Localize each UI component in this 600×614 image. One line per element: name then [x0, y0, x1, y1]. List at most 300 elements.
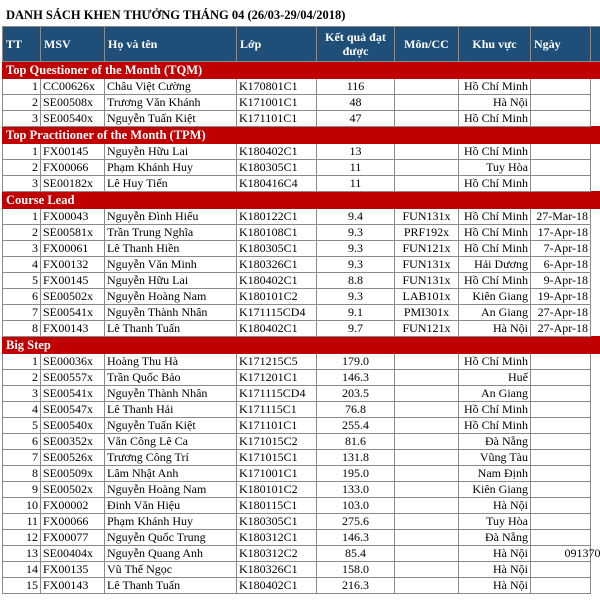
cell-course[interactable] [395, 514, 459, 530]
cell-date[interactable]: 27-Mar-18 [531, 209, 591, 225]
cell-tt[interactable]: 13 [3, 546, 41, 562]
cell-name[interactable]: Nguyễn Đình Hiếu [105, 209, 237, 225]
cell-class[interactable]: K170801C1 [237, 79, 317, 95]
header-spacer [591, 27, 600, 62]
cell-class[interactable]: K171001C1 [237, 466, 317, 482]
cell-region[interactable]: Kiên Giang [459, 482, 531, 498]
table-row [3, 434, 600, 450]
cell-result[interactable]: 216.3 [317, 578, 395, 594]
cell-msv[interactable]: FX00002 [41, 498, 105, 514]
cell-overflow [591, 95, 600, 111]
cell-class[interactable]: K171015C2 [237, 434, 317, 450]
table-row [3, 354, 600, 370]
cell-region[interactable]: Hồ Chí Minh [459, 273, 531, 289]
table-body [3, 62, 600, 594]
cell-name[interactable]: Nguyễn Quốc Trung [105, 530, 237, 546]
cell-tt[interactable]: 8 [3, 321, 41, 337]
cell-msv[interactable]: FX00143 [41, 578, 105, 594]
cell-result[interactable]: 179.0 [317, 354, 395, 370]
cell-class[interactable]: K171115CD4 [237, 386, 317, 402]
cell-class[interactable]: K171101C1 [237, 418, 317, 434]
cell-class[interactable]: K180312C2 [237, 546, 317, 562]
table-row [3, 176, 600, 192]
cell-date[interactable] [531, 144, 591, 160]
cell-msv[interactable]: SE00182x [41, 176, 105, 192]
cell-course[interactable] [395, 482, 459, 498]
table-row [3, 209, 600, 225]
cell-class[interactable]: K171001C1 [237, 95, 317, 111]
table-row [3, 418, 600, 434]
cell-course[interactable]: FUN131x [395, 209, 459, 225]
cell-result[interactable]: 76.8 [317, 402, 395, 418]
cell-name[interactable]: Đinh Văn Hiệu [105, 498, 237, 514]
cell-course[interactable] [395, 79, 459, 95]
table-row [3, 225, 600, 241]
section-title[interactable]: Top Practitioner of the Month (TPM) [3, 127, 600, 144]
table-row [3, 305, 600, 321]
cell-name[interactable]: Vũ Thế Ngọc [105, 562, 237, 578]
section-title[interactable]: Top Questioner of the Month (TQM) [3, 62, 600, 79]
cell-tt[interactable]: 15 [3, 578, 41, 594]
cell-overflow [591, 434, 600, 450]
cell-name[interactable]: Nguyễn Hoàng Nam [105, 482, 237, 498]
cell-name[interactable]: Văn Công Lê Ca [105, 434, 237, 450]
cell-result[interactable]: 146.3 [317, 370, 395, 386]
cell-class[interactable]: K180305C1 [237, 160, 317, 176]
cell-tt[interactable]: 6 [3, 289, 41, 305]
cell-region[interactable]: Nam Định [459, 466, 531, 482]
cell-overflow [591, 79, 600, 95]
cell-result[interactable]: 133.0 [317, 482, 395, 498]
cell-region[interactable]: Hồ Chí Minh [459, 354, 531, 370]
cell-tt[interactable]: 3 [3, 241, 41, 257]
cell-course[interactable] [395, 562, 459, 578]
cell-date[interactable] [531, 498, 591, 514]
cell-tt[interactable]: 2 [3, 370, 41, 386]
cell-msv[interactable]: SE00541x [41, 386, 105, 402]
cell-course[interactable] [395, 176, 459, 192]
cell-name[interactable]: Nguyễn Tuấn Kiệt [105, 111, 237, 127]
cell-msv[interactable]: FX00145 [41, 273, 105, 289]
table-row [3, 160, 600, 176]
cell-msv[interactable]: SE00526x [41, 450, 105, 466]
cell-course[interactable] [395, 578, 459, 594]
cell-result[interactable]: 48 [317, 95, 395, 111]
cell-msv[interactable]: FX00145 [41, 144, 105, 160]
cell-tt[interactable]: 4 [3, 257, 41, 273]
cell-region[interactable]: Hồ Chí Minh [459, 241, 531, 257]
header-result[interactable]: Kết quả đạt được [317, 27, 395, 62]
cell-region[interactable]: An Giang [459, 305, 531, 321]
cell-date[interactable] [531, 386, 591, 402]
cell-region[interactable]: Kiên Giang [459, 289, 531, 305]
cell-msv[interactable]: SE00540x [41, 418, 105, 434]
cell-region[interactable]: Hà Nội [459, 546, 531, 562]
cell-class[interactable]: K180402C1 [237, 273, 317, 289]
header-course[interactable]: Môn/CC [395, 27, 459, 62]
cell-date[interactable]: 17-Apr-18 [531, 225, 591, 241]
cell-name[interactable]: Nguyễn Thành Nhân [105, 386, 237, 402]
cell-name[interactable]: Trương Văn Khánh [105, 95, 237, 111]
cell-course[interactable] [395, 111, 459, 127]
cell-region[interactable]: Hà Nội [459, 321, 531, 337]
cell-course[interactable] [395, 386, 459, 402]
cell-tt[interactable]: 1 [3, 209, 41, 225]
cell-class[interactable]: K180326C1 [237, 257, 317, 273]
cell-name[interactable]: Phạm Khánh Huy [105, 514, 237, 530]
cell-msv[interactable]: FX00143 [41, 321, 105, 337]
cell-msv[interactable]: SE00508x [41, 95, 105, 111]
cell-date[interactable] [531, 160, 591, 176]
cell-overflow [591, 257, 600, 273]
cell-class[interactable]: K180326C1 [237, 562, 317, 578]
cell-date[interactable] [531, 418, 591, 434]
cell-date[interactable] [531, 514, 591, 530]
table-row [3, 482, 600, 498]
cell-tt[interactable]: 2 [3, 160, 41, 176]
cell-region[interactable]: Hà Nội [459, 95, 531, 111]
cell-course[interactable]: LAB101x [395, 289, 459, 305]
cell-result[interactable]: 131.8 [317, 450, 395, 466]
cell-result[interactable]: 255.4 [317, 418, 395, 434]
cell-msv[interactable]: SE00502x [41, 482, 105, 498]
table-row [3, 386, 600, 402]
cell-overflow [591, 354, 600, 370]
cell-date[interactable] [531, 79, 591, 95]
cell-tt[interactable]: 10 [3, 498, 41, 514]
cell-tt[interactable]: 7 [3, 450, 41, 466]
table-row [3, 321, 600, 337]
table-row [3, 289, 600, 305]
cell-class[interactable]: K171115C1 [237, 402, 317, 418]
cell-msv[interactable]: FX00066 [41, 160, 105, 176]
cell-result[interactable]: 9.4 [317, 209, 395, 225]
cell-tt[interactable]: 5 [3, 273, 41, 289]
cell-date[interactable]: 6-Apr-18 [531, 257, 591, 273]
cell-date[interactable]: 19-Apr-18 [531, 289, 591, 305]
cell-result[interactable]: 103.0 [317, 498, 395, 514]
cell-course[interactable] [395, 530, 459, 546]
cell-date[interactable]: 27-Apr-18 [531, 321, 591, 337]
cell-tt[interactable]: 3 [3, 111, 41, 127]
cell-course[interactable] [395, 144, 459, 160]
table-row [3, 370, 600, 386]
cell-result[interactable]: 85.4 [317, 546, 395, 562]
cell-region[interactable]: Hồ Chí Minh [459, 209, 531, 225]
cell-overflow: 091370 [564, 546, 600, 560]
table-row [3, 466, 600, 482]
cell-date[interactable] [531, 370, 591, 386]
cell-region[interactable]: Hồ Chí Minh [459, 144, 531, 160]
cell-region[interactable]: Hà Nội [459, 578, 531, 594]
cell-tt[interactable]: 5 [3, 418, 41, 434]
cell-msv[interactable]: FX00061 [41, 241, 105, 257]
table-row [3, 530, 600, 546]
cell-name[interactable]: Lê Huy Tiến [105, 176, 237, 192]
cell-region[interactable]: Tuy Hòa [459, 514, 531, 530]
cell-tt[interactable]: 3 [3, 176, 41, 192]
section-title[interactable]: Big Step [3, 337, 600, 354]
table-row [3, 562, 600, 578]
cell-region[interactable]: Hồ Chí Minh [459, 79, 531, 95]
cell-course[interactable] [395, 402, 459, 418]
cell-tt[interactable]: 1 [3, 354, 41, 370]
cell-date[interactable]: 9-Apr-18 [531, 273, 591, 289]
cell-course[interactable] [395, 418, 459, 434]
sheet-title: DANH SÁCH KHEN THƯỞNG THÁNG 04 (26/03-29/04/2018) [6, 8, 346, 22]
cell-class[interactable]: K180402C1 [237, 144, 317, 160]
cell-result[interactable]: 158.0 [317, 562, 395, 578]
cell-tt[interactable]: 12 [3, 530, 41, 546]
cell-msv[interactable]: SE00581x [41, 225, 105, 241]
cell-result[interactable]: 116 [317, 79, 395, 95]
cell-name[interactable]: Hoàng Thu Hà [105, 354, 237, 370]
cell-date[interactable] [531, 482, 591, 498]
table-row [3, 578, 600, 594]
cell-tt[interactable]: 8 [3, 466, 41, 482]
cell-result[interactable]: 47 [317, 111, 395, 127]
cell-region[interactable]: Đà Nẵng [459, 530, 531, 546]
cell-course[interactable] [395, 160, 459, 176]
cell-name[interactable]: Nguyễn Tuấn Kiệt [105, 418, 237, 434]
header-class[interactable]: Lớp [237, 27, 317, 62]
cell-tt[interactable]: 14 [3, 562, 41, 578]
cell-result[interactable]: 9.3 [317, 289, 395, 305]
cell-name[interactable]: Trương Công Trí [105, 450, 237, 466]
cell-date[interactable] [531, 434, 591, 450]
table-row [3, 546, 600, 562]
cell-class[interactable]: K180402C1 [237, 321, 317, 337]
cell-date[interactable] [531, 402, 591, 418]
cell-class[interactable]: K180305C1 [237, 241, 317, 257]
cell-date[interactable] [531, 562, 591, 578]
table-row [3, 402, 600, 418]
cell-msv[interactable]: CC00626x [41, 79, 105, 95]
cell-overflow [591, 562, 600, 578]
table-row [3, 95, 600, 111]
cell-region[interactable]: Đà Nẵng [459, 434, 531, 450]
cell-overflow [591, 160, 600, 176]
cell-overflow [591, 530, 600, 546]
cell-region[interactable]: Vũng Tàu [459, 450, 531, 466]
cell-result[interactable]: 203.5 [317, 386, 395, 402]
header-name[interactable]: Họ và tên [105, 27, 237, 62]
cell-name[interactable]: Nguyễn Văn Minh [105, 257, 237, 273]
cell-overflow [591, 386, 600, 402]
cell-result[interactable]: 9.1 [317, 305, 395, 321]
cell-name[interactable]: Nguyễn Quang Anh [105, 546, 237, 562]
cell-name[interactable]: Trần Quốc Bảo [105, 370, 237, 386]
header-region[interactable]: Khu vực [459, 27, 531, 62]
cell-result[interactable]: 81.6 [317, 434, 395, 450]
cell-region[interactable]: Hà Nội [459, 498, 531, 514]
header-msv[interactable]: MSV [41, 27, 105, 62]
table-row [3, 241, 600, 257]
cell-tt[interactable]: 2 [3, 225, 41, 241]
cell-name[interactable]: Lê Thanh Tuấn [105, 578, 237, 594]
cell-msv[interactable]: SE00557x [41, 370, 105, 386]
cell-msv[interactable]: SE00404x [41, 546, 105, 562]
cell-overflow [591, 111, 600, 127]
cell-tt[interactable]: 1 [3, 144, 41, 160]
cell-name[interactable]: Nguyễn Hữu Lai [105, 273, 237, 289]
header-row [3, 27, 600, 62]
cell-msv[interactable]: SE00541x [41, 305, 105, 321]
cell-class[interactable]: K180122C1 [237, 209, 317, 225]
cell-course[interactable] [395, 450, 459, 466]
table-row [3, 257, 600, 273]
cell-region[interactable]: Huế [459, 370, 531, 386]
cell-class[interactable]: K171115CD4 [237, 305, 317, 321]
section-header [3, 62, 600, 79]
cell-region[interactable]: Hồ Chí Minh [459, 111, 531, 127]
cell-msv[interactable]: FX00066 [41, 514, 105, 530]
cell-class[interactable]: K171015C1 [237, 450, 317, 466]
cell-region[interactable]: Hà Nội [459, 562, 531, 578]
cell-name[interactable]: Nguyễn Hữu Lai [105, 144, 237, 160]
cell-overflow [591, 209, 600, 225]
cell-result[interactable]: 9.3 [317, 257, 395, 273]
cell-region[interactable]: Hải Dương [459, 257, 531, 273]
cell-msv[interactable]: FX00132 [41, 257, 105, 273]
cell-course[interactable]: FUN121x [395, 321, 459, 337]
cell-course[interactable] [395, 546, 459, 562]
cell-tt[interactable]: 6 [3, 434, 41, 450]
section-title[interactable]: Course Lead [3, 192, 600, 209]
cell-msv[interactable]: SE00352x [41, 434, 105, 450]
cell-result[interactable]: 195.0 [317, 466, 395, 482]
cell-class[interactable]: K180101C2 [237, 289, 317, 305]
cell-class[interactable]: K180402C1 [237, 578, 317, 594]
cell-region[interactable]: Hồ Chí Minh [459, 402, 531, 418]
cell-name[interactable]: Lê Thanh Hải [105, 402, 237, 418]
cell-date[interactable] [531, 354, 591, 370]
cell-region[interactable]: Tuy Hòa [459, 160, 531, 176]
cell-course[interactable] [395, 466, 459, 482]
cell-class[interactable]: K180101C2 [237, 482, 317, 498]
cell-overflow [591, 289, 600, 305]
cell-course[interactable] [395, 354, 459, 370]
cell-name[interactable]: Lâm Nhật Anh [105, 466, 237, 482]
section-header [3, 337, 600, 354]
cell-date[interactable] [531, 450, 591, 466]
cell-course[interactable]: PMI301x [395, 305, 459, 321]
cell-result[interactable]: 11 [317, 160, 395, 176]
header-date[interactable]: Ngày [531, 27, 591, 62]
cell-result[interactable]: 146.3 [317, 530, 395, 546]
section-header [3, 192, 600, 209]
cell-class[interactable]: K180312C1 [237, 530, 317, 546]
cell-tt[interactable]: 4 [3, 402, 41, 418]
cell-overflow [591, 514, 600, 530]
cell-course[interactable]: FUN131x [395, 257, 459, 273]
cell-overflow [591, 241, 600, 257]
cell-result[interactable]: 275.6 [317, 514, 395, 530]
cell-course[interactable]: FUN131x [395, 273, 459, 289]
cell-overflow [591, 402, 600, 418]
cell-date[interactable]: 27-Apr-18 [531, 305, 591, 321]
cell-name[interactable]: Châu Việt Cường [105, 79, 237, 95]
cell-class[interactable]: K171215C5 [237, 354, 317, 370]
cell-date[interactable] [531, 466, 591, 482]
table-row [3, 273, 600, 289]
cell-overflow [591, 450, 600, 466]
cell-date[interactable] [531, 176, 591, 192]
cell-name[interactable]: Lê Thanh Hiền [105, 241, 237, 257]
table-row [3, 498, 600, 514]
cell-class[interactable]: K180108C1 [237, 225, 317, 241]
cell-course[interactable]: PRF192x [395, 225, 459, 241]
cell-msv[interactable]: SE00540x [41, 111, 105, 127]
section-header [3, 127, 600, 144]
cell-tt[interactable]: 9 [3, 482, 41, 498]
cell-course[interactable] [395, 498, 459, 514]
cell-course[interactable] [395, 95, 459, 111]
cell-name[interactable]: Nguyễn Thành Nhân [105, 305, 237, 321]
cell-tt[interactable]: 7 [3, 305, 41, 321]
cell-date[interactable] [531, 95, 591, 111]
cell-class[interactable]: K180305C1 [237, 514, 317, 530]
cell-course[interactable] [395, 434, 459, 450]
table-row [3, 111, 600, 127]
cell-course[interactable]: FUN121x [395, 241, 459, 257]
cell-result[interactable]: 9.3 [317, 225, 395, 241]
cell-region[interactable]: An Giang [459, 386, 531, 402]
cell-overflow [591, 466, 600, 482]
cell-date[interactable]: 7-Apr-18 [531, 241, 591, 257]
cell-overflow [591, 482, 600, 498]
cell-result[interactable]: 8.8 [317, 273, 395, 289]
cell-overflow [591, 498, 600, 514]
cell-msv[interactable]: SE00509x [41, 466, 105, 482]
cell-tt[interactable]: 3 [3, 386, 41, 402]
cell-result[interactable]: 9.7 [317, 321, 395, 337]
cell-class[interactable]: K180416C4 [237, 176, 317, 192]
cell-result[interactable]: 11 [317, 176, 395, 192]
cell-date[interactable] [531, 530, 591, 546]
cell-course[interactable] [395, 370, 459, 386]
cell-msv[interactable]: SE00547x [41, 402, 105, 418]
cell-overflow [591, 418, 600, 434]
cell-msv[interactable]: FX00043 [41, 209, 105, 225]
cell-name[interactable]: Trần Trung Nghĩa [105, 225, 237, 241]
cell-region[interactable]: Hồ Chí Minh [459, 225, 531, 241]
cell-tt[interactable]: 2 [3, 95, 41, 111]
cell-date[interactable] [531, 111, 591, 127]
cell-result[interactable]: 13 [317, 144, 395, 160]
cell-result[interactable]: 9.3 [317, 241, 395, 257]
cell-class[interactable]: K180115C1 [237, 498, 317, 514]
cell-name[interactable]: Lê Thanh Tuấn [105, 321, 237, 337]
cell-msv[interactable]: FX00077 [41, 530, 105, 546]
cell-class[interactable]: K171101C1 [237, 111, 317, 127]
cell-msv[interactable]: FX00135 [41, 562, 105, 578]
cell-overflow [591, 273, 600, 289]
cell-overflow [591, 144, 600, 160]
cell-tt[interactable]: 11 [3, 514, 41, 530]
cell-name[interactable]: Nguyễn Hoàng Nam [105, 289, 237, 305]
cell-date[interactable] [531, 578, 591, 594]
cell-msv[interactable]: SE00502x [41, 289, 105, 305]
cell-name[interactable]: Phạm Khánh Huy [105, 160, 237, 176]
header-tt[interactable]: TT [3, 27, 41, 62]
cell-class[interactable]: K171201C1 [237, 370, 317, 386]
cell-region[interactable]: Hồ Chí Minh [459, 418, 531, 434]
cell-region[interactable]: Hồ Chí Minh [459, 176, 531, 192]
cell-overflow [591, 321, 600, 337]
cell-msv[interactable]: SE00036x [41, 354, 105, 370]
cell-tt[interactable]: 1 [3, 79, 41, 95]
